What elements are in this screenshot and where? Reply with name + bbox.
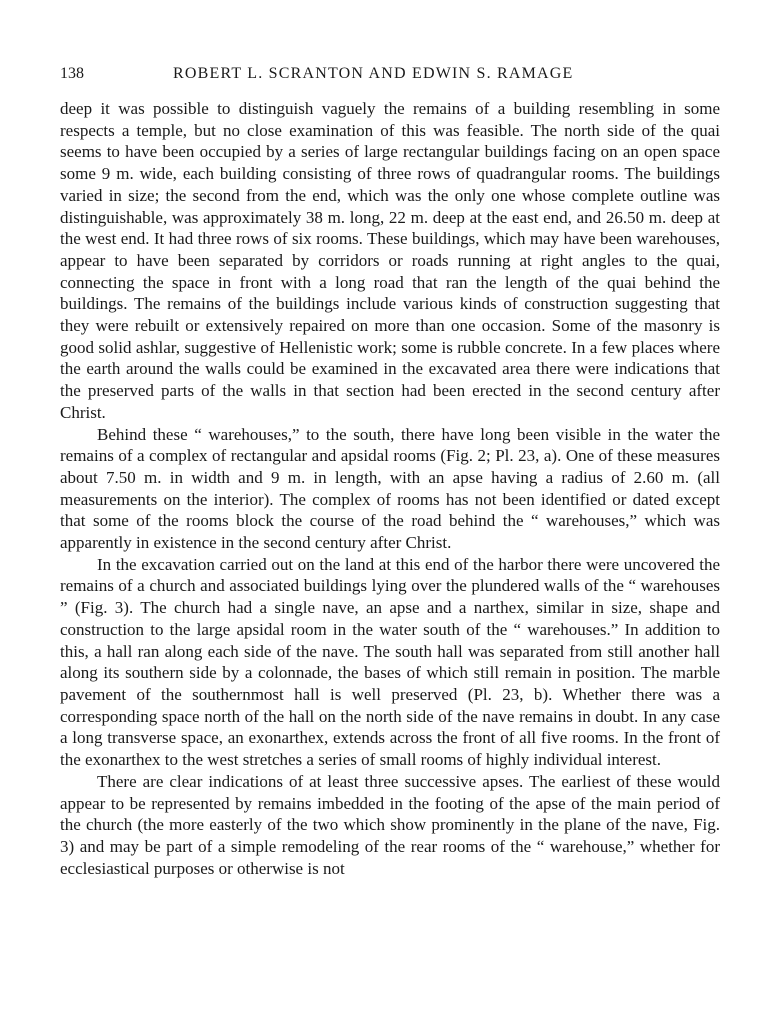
paragraph: There are clear indications of at least three successive apses. The earliest of these would appear to be represented by remains imbedded in the footing of the apse of the main period of the church (the more easterly of the two which show prominently in the plane of the nave, Fig. 3) and may be part of a simple remodeling of the rear rooms of the “ warehouse,” whether for ecclesiastical purposes or otherwise is not <box>60 771 720 878</box>
page-number: 138 <box>60 65 84 82</box>
body-text <box>60 98 720 879</box>
paragraph: Behind these “ warehouses,” to the south, there have long been visible in the water the remains of a complex of rectangular and apsidal rooms (Fig. 2; Pl. 23, a). One of these measures about 7.50 m. in width and 9 m. in length, with an apse having a radius of 2.60 m. (all measurements on the interior). The complex of rooms has not been identified or dated except that some of the rooms block the course of the road behind the “ warehouses,” which was apparently in existence in the second century after Christ. <box>60 424 720 553</box>
running-head <box>60 64 720 84</box>
paragraph: deep it was possible to distinguish vaguely the remains of a building resembling in some respects a temple, but no close examination of this was feasible. The north side of the quai seems to have been occupied by a series of large rectangular buildings facing on an open space some 9 m. wide, each building consisting of three rows of quadrangular rooms. The buildings varied in size; the second from the end, which was the only one whose complete outline was distinguishable, was approximately 38 m. long, 22 m. deep at the east end, and 26.50 m. deep at the west end. It had three rows of six rooms. These buildings, which may have been warehouses, appear to have been separated by corridors or roads running at right angles to the quai, connecting the space in front with a long road that ran the length of the quai behind the buildings. The remains of the buildings include various kinds of construction suggesting that they were rebuilt or extensively repaired on more than one occasion. Some of the masonry is good solid ashlar, suggestive of Hellenistic work; some is rubble concrete. In a few places where the earth around the walls could be examined in the excavated area there were indications that the preserved parts of the walls in that section had been erected in the second century after Christ. <box>60 99 720 422</box>
paragraph: In the excavation carried out on the land at this end of the harbor there were uncovered the remains of a church and associated buildings lying over the plundered walls of the “ warehouses ” (Fig. 3). The church had a single nave, an apse and a narthex, similar in size, shape and construction to the large apsidal room in the water south of the “ warehouses.” In addition to this, a hall ran along each side of the nave. The south hall was separated from still another hall along its southern side by a colonnade, the bases of which still remain in position. The marble pavement of the southernmost hall is well preserved (Pl. 23, b). Whether there was a corresponding space north of the hall on the north side of the nave remains in doubt. In any case a long transverse space, an exonarthex, extends across the front of all five rooms. In the front of the exonarthex to the west stretches a series of small rooms of highly individual interest. <box>60 554 720 770</box>
running-head-title: ROBERT L. SCRANTON AND EDWIN S. RAMAGE <box>173 65 574 82</box>
